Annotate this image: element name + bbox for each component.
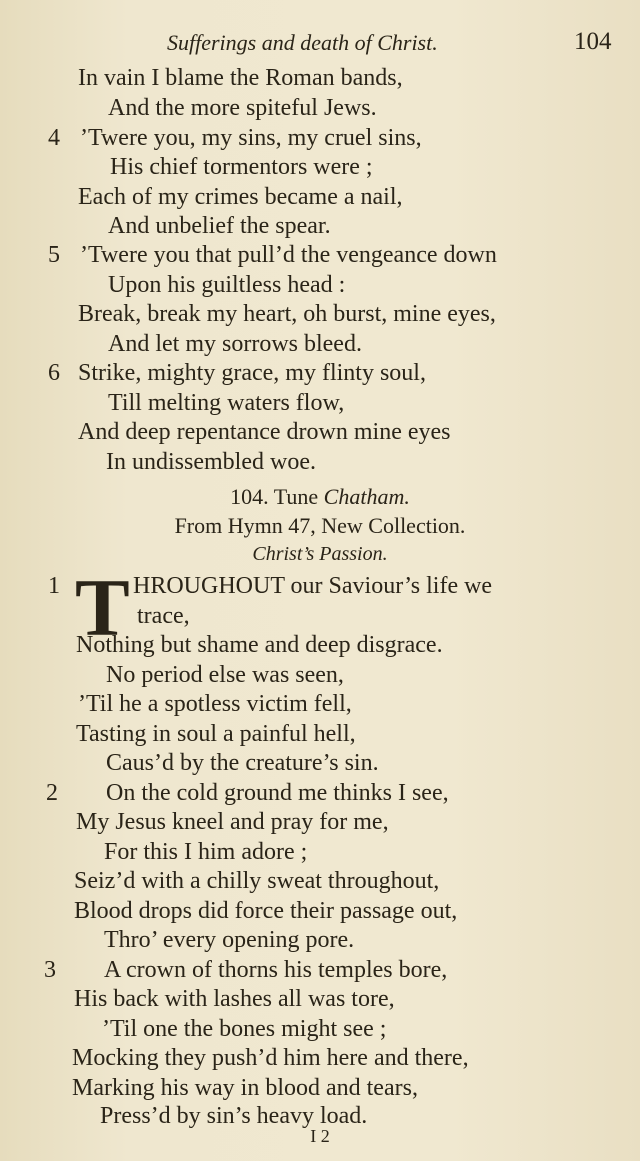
verse-line: Nothing but shame and deep disgrace. [76,632,443,658]
hymn-number-label: 104. Tune [230,484,319,509]
verse-line: No period else was seen, [106,662,344,688]
verse-number: 3 [44,957,56,983]
verse-line: And let my sorrows bleed. [108,331,362,357]
hymn-heading [0,483,640,511]
verse-line: Break, break my heart, oh burst, mine eyes, [78,301,496,327]
verse-line: Each of my crimes became a nail, [78,184,403,210]
verse-line: Strike, mighty grace, my flinty soul, [78,360,426,386]
verse-line: And unbelief the spear. [108,213,331,239]
verse-number: 2 [46,780,58,806]
verse-line: HROUGHOUT our Saviour’s life we [133,573,493,599]
drop-cap: T [75,562,130,653]
verse-line: ’Twere you that pull’d the vengeance down [80,242,497,268]
signature-mark: I 2 [310,1126,330,1146]
verse-line: In vain I blame the Roman bands, [78,65,403,91]
verse-line: trace, [137,603,190,629]
verse-line: A crown of thorns his temples bore, [104,957,448,983]
verse-line: His chief tormentors were ; [110,154,373,180]
verse-line: And the more spiteful Jews. [108,95,377,121]
tune-name: Chatham. [323,484,410,509]
verse-line: For this I him adore ; [104,839,308,865]
verse-line: His back with lashes all was tore, [74,986,395,1012]
verse-line: My Jesus kneel and pray for me, [76,809,389,835]
page-header [0,28,640,62]
verse-line: Caus’d by the creature’s sin. [106,750,379,776]
verse-line: Blood drops did force their passage out, [74,898,458,924]
page-number: 104 [574,28,612,55]
verse-line: Mocking they push’d him here and there, [72,1045,469,1071]
verse-line: In undissembled woe. [106,449,316,475]
verse-line: Seiz’d with a chilly sweat throughout, [74,868,440,894]
verse-line: On the cold ground me thinks I see, [106,780,449,806]
verse-line: And deep repentance drown mine eyes [78,419,451,445]
verse-line: Thro’ every opening pore. [104,927,355,953]
verse-number: 4 [48,125,60,151]
verse-line: Marking his way in blood and tears, [72,1075,418,1101]
hymn-title: Christ’s Passion. [252,543,388,565]
verse-line: ’Twere you, my sins, my cruel sins, [80,125,422,151]
verse-line: ’Til one the bones might see ; [102,1016,387,1042]
hymn-source: From Hymn 47, New Collection. [174,513,466,538]
verse-line: Press’d by sin’s heavy load. [100,1103,368,1129]
verse-line: Till melting waters flow, [108,390,345,416]
running-title: Sufferings and death of Christ. [167,30,438,55]
verse-number: 1 [48,573,60,599]
verse-line: ’Til he a spotless victim fell, [78,691,352,717]
verse-line: Upon his guiltless head : [108,272,346,298]
verse-number: 5 [48,242,60,268]
verse-number: 6 [48,360,60,386]
verse-line: Tasting in soul a painful hell, [76,721,356,747]
